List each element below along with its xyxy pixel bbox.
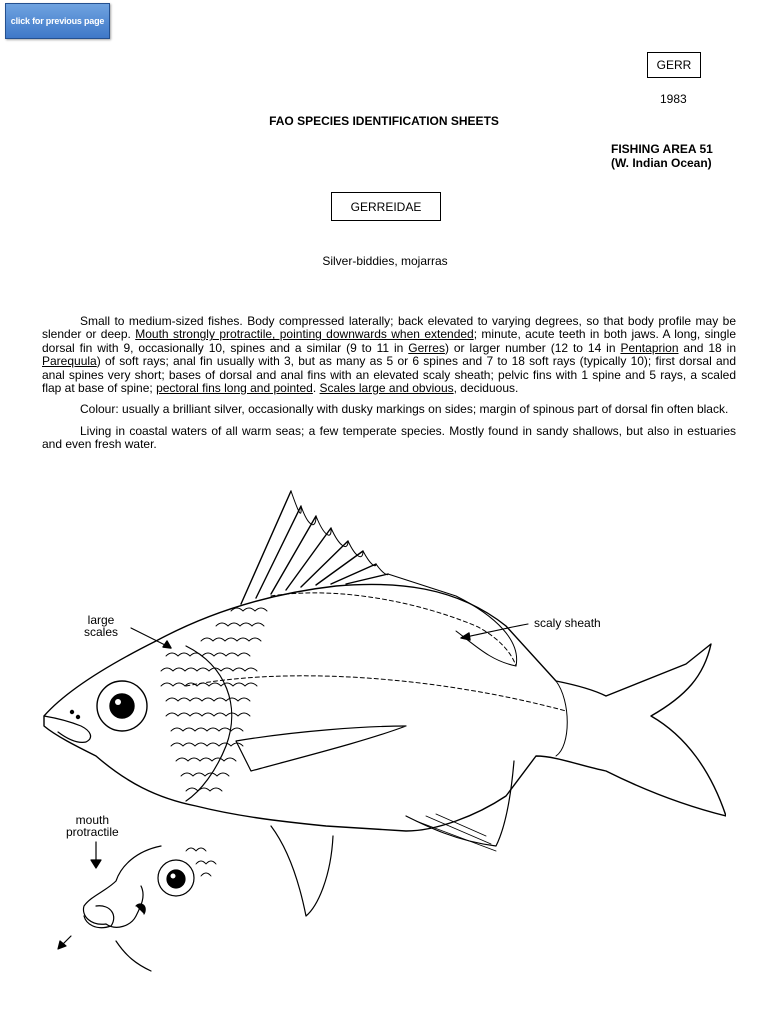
label-scaly-sheath: scaly sheath [534,616,601,630]
fish-drawing [36,486,726,980]
underlined-text: Scales large and obvious [319,381,454,396]
page-title: FAO SPECIES IDENTIFICATION SHEETS [269,114,499,128]
label-mouth-protractile [66,814,119,838]
underlined-text: pectoral fins long and pointed [156,381,313,396]
text-run: ) of soft rays; anal fin usually with 3, but as many as 5 or 6 spines and 7 to 18 soft rays (typically 10); first dorsal and anal spines very short; bases of dorsal and anal fins with an elevated scaly sheath; pelvic fins with 1 spine and 5 rays, a scaled flap at base of spine; [42,354,736,396]
description-paragraph-2: Colour: usually a brilliant silver, occasionally with dusky markings on sides; margin of spinous part of dorsal fin often black. [80,402,729,417]
underlined-text: Mouth strongly protractile, pointing downwards when extended [135,327,474,342]
text-run: ; minute, acute teeth in both jaws. A long, single dorsal fin with 9, occasionally 10, spines and a similar (9 to 11 in [42,327,736,355]
fishing-area-region: (W. Indian Ocean) [611,156,712,170]
pectoral-fin [236,726,406,771]
genus-gerres: Gerres [408,340,445,355]
label-large-scales-line-1: large [87,613,115,627]
genus-pentaprion: Pentaprion [620,340,679,355]
gill-cover [186,646,232,801]
lateral-line [186,676,566,711]
fishing-area-number: FISHING AREA 51 [611,142,713,156]
text-run: . [312,381,320,396]
text-run: Small to medium-sized fishes. Body compressed laterally; back elevated to varying degrees, so that body profile may be slender or deep. [42,314,736,342]
pelvic-fin [271,826,333,916]
description [42,315,736,460]
fish-mouth [44,716,91,742]
family-name-box: GERREIDAE [331,192,441,221]
description-paragraph-3: Living in coastal waters of all warm seas; a few temperate species. Mostly found in sandy shallows, but also in estuaries and even fresh water. [42,423,736,452]
caudal-peduncle [556,681,567,756]
text-run: ) or larger number (12 to 14 in [444,340,621,355]
scales-pattern [161,608,267,791]
protractile-mouth-inset [58,842,216,971]
previous-page-button[interactable]: click for previous page [5,3,110,39]
label-mouth-line-1: mouth [75,813,110,827]
scaly-sheath-line [271,593,516,666]
description-paragraph-1 [42,315,736,395]
year: 1983 [660,92,687,106]
dorsal-fin-spines [241,491,388,604]
fish-illustration [36,486,726,980]
text-run: , deciduous. [453,381,519,396]
fishing-area [611,142,713,170]
label-large-scales [84,614,118,638]
sheath-arrow [461,624,528,638]
label-mouth-line-2: protractile [66,825,119,839]
text-run: and 18 in [678,340,736,355]
species-code-box: GERR [647,52,701,78]
common-names: Silver-biddies, mojarras [322,254,448,268]
label-large-scales-line-2: scales [84,625,119,639]
genus-parequula: Parequula [42,354,97,369]
anal-fin [406,761,514,846]
